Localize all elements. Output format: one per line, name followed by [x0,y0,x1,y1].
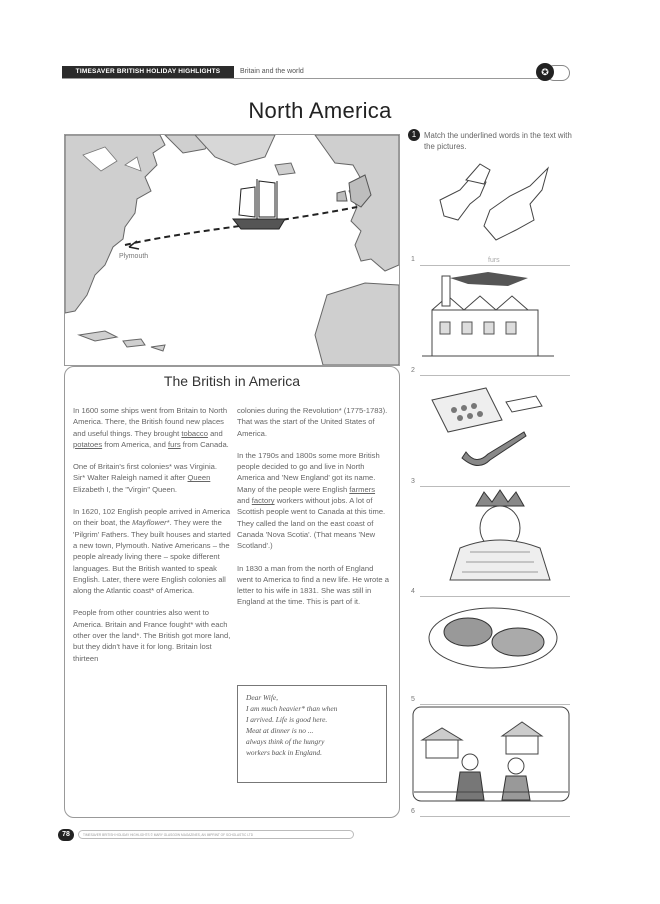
answer-line-6 [420,816,570,817]
article-paragraph [73,506,231,596]
paragraph-text: In 1830 a man from the north of England went to America to find a new life. He wrote a letter to his wife in 1831. She was still in England at the time. This is part of it. [237,563,389,607]
atlantic-map [64,134,400,366]
star-badge-icon: ✪ [536,63,554,81]
farmers-picture [412,706,570,802]
paragraph-text: from America, and [102,439,168,449]
paragraph-text: and [237,496,252,506]
answer-line-5 [420,704,570,705]
underlined-word: furs [167,439,181,449]
potatoes-picture [426,598,560,676]
answer-line-4 [420,596,570,597]
item-number-5: 5 [411,696,415,703]
header-rule [62,78,540,79]
paragraph-text: One of Britain's first colonies* was Virginia. Sir* Walter Raleigh named it after [73,462,217,483]
answer-line-2 [420,375,570,376]
map-illustration [65,135,399,365]
underlined-word: farmers [349,484,376,494]
underlined-word: tobacco [181,428,208,438]
underlined-word: Queen [187,473,211,483]
exercise-text: Match the underlined words in the text with the pictures. [424,131,572,151]
letter-line: I arrived. Life is good here. [246,715,328,724]
article-column-2 [237,405,389,619]
answer-line-3 [420,486,570,487]
page-footer [58,829,358,843]
paragraph-text: colonies during the Revolution* (1775-1783). That was the start of the United States of America. [237,406,388,438]
letter-line: workers back in England. [246,748,322,757]
africa-land [315,283,399,365]
article-paragraph [73,405,231,450]
article-column-1 [73,405,231,675]
answer-line-1 [420,265,570,266]
plymouth-label: Plymouth [119,253,149,260]
paragraph-text: from Canada. [180,439,229,449]
paragraph-text: In 1600 some ships went from Britain to North America. There, the British found new places and useful things. They brought [73,406,228,438]
page-header [62,63,572,81]
italic-word: Mayflower [132,518,167,528]
paragraph-text: Elizabeth I, the "Virgin" Queen. [73,484,178,494]
paragraph-text: and [207,428,223,438]
item-number-3: 3 [411,478,415,485]
paragraph-text: workers without jobs. A lot of Scottish people went to Canada at this time. They called the land on the east coast of Canada 'Nova Scotia'. (That means 'New Scotland'.) [237,496,386,551]
letter-line: I am much heavier* than when [246,704,338,713]
tobacco-picture [426,380,556,472]
article-paragraph [237,563,389,608]
item-number-1: 1 [411,256,415,263]
article-paragraph [73,461,231,495]
footer-copyright: TIMESAVER BRITISH HOLIDAY HIGHLIGHTS © MARY GLASGOW MAGAZINES, AN IMPRINT OF SCHOLASTIC LTD [78,830,354,839]
item-number-2: 2 [411,367,415,374]
page-title: North America [248,98,392,123]
paragraph-text: *. They were the 'Pilgrim' Fathers. They built houses and started a new town, Plymouth. Native Americans – the people already living there – spoke different languages. But the British wanted to speak English. Later, there were English colonies all along the Atlantic coast* of America. [73,518,231,596]
paragraph-text: People from other countries also went to America. Britain and France fought* with each other over the land*. The British got more land, but they didn't have it for long. Britain lost thirteen [73,608,231,663]
series-title: TIMESAVER BRITISH HOLIDAY HIGHLIGHTS [62,66,234,78]
item-answer-1: furs [488,257,500,264]
furs-picture [430,160,560,250]
article-paragraph [237,450,389,552]
letter-line: Meat at dinner is no ... [246,726,314,735]
exercise-number-badge: 1 [408,129,420,141]
article-paragraph [73,607,231,663]
item-number-4: 4 [411,588,415,595]
article-title: The British in America [163,373,301,389]
letter-box [237,685,387,783]
article-box [64,366,400,818]
paragraph-text: In the 1790s and 1800s some more British people decided to go and live in North America and 'New England' got its name. Many of the people were English [237,450,380,494]
factory-picture [418,270,558,362]
page-number: 78 [58,829,74,841]
section-title: Britain and the world [240,68,304,75]
article-paragraph [237,405,389,439]
letter-line: Dear Wife, [246,693,279,702]
underlined-word: potatoes [73,439,103,449]
paragraph-text: In 1620, 102 English people arrived in America on their boat, the [73,507,231,528]
item-number-6: 6 [411,808,415,815]
queen-picture [440,488,560,584]
underlined-word: factory [251,496,275,506]
letter-line: always think of the hungry [246,737,325,746]
